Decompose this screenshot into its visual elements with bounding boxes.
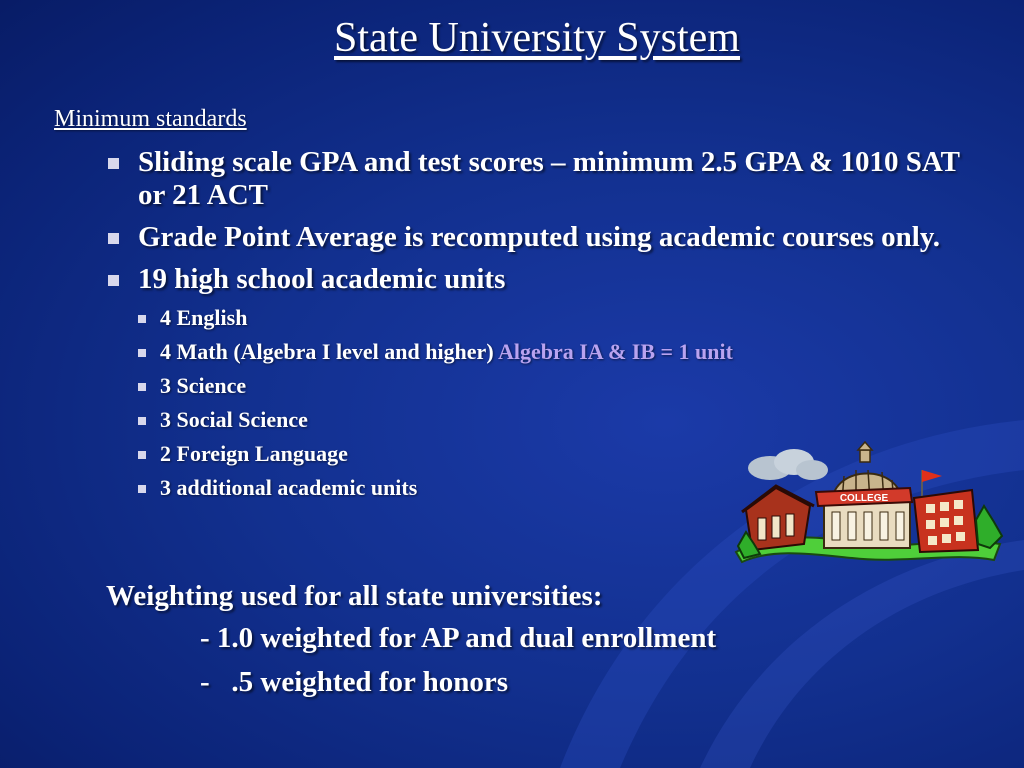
bullet-square-icon bbox=[138, 383, 146, 391]
bullet-square-icon bbox=[138, 451, 146, 459]
weighting-line-ap: - 1.0 weighted for AP and dual enrollment bbox=[200, 622, 717, 654]
sub-bullet-text: 2 Foreign Language bbox=[160, 441, 348, 466]
bullet-square-icon bbox=[138, 417, 146, 425]
slide-title: State University System bbox=[334, 15, 740, 61]
sub-bullet-math bbox=[138, 340, 966, 364]
bullet-text: Grade Point Average is recomputed using academic courses only. bbox=[138, 221, 941, 253]
bullet-gpa-recomputed bbox=[106, 221, 966, 254]
college-campus-icon bbox=[732, 440, 1004, 566]
bullet-square-icon bbox=[138, 485, 146, 493]
bullet-square-icon bbox=[108, 233, 119, 244]
sub-bullet-english bbox=[138, 306, 966, 330]
college-sign-text: COLLEGE bbox=[839, 493, 889, 504]
weighting-heading: Weighting used for all state universities: bbox=[106, 580, 603, 612]
weighting-line-honors: - .5 weighted for honors bbox=[200, 666, 508, 698]
sub-bullet-text: 4 Math (Algebra I level and higher) bbox=[160, 339, 494, 364]
sub-bullet-science bbox=[138, 374, 966, 398]
sub-bullet-text: 3 Science bbox=[160, 373, 247, 398]
bullet-square-icon bbox=[138, 315, 146, 323]
bullet-square-icon bbox=[138, 349, 146, 357]
bullet-text: Sliding scale GPA and test scores – minimum 2.5 GPA & 1010 SAT or 21 ACT bbox=[138, 146, 960, 211]
bullet-square-icon bbox=[108, 275, 119, 286]
section-heading: Minimum standards bbox=[54, 106, 247, 132]
algebra-note: Algebra IA & IB = 1 unit bbox=[497, 339, 733, 364]
sub-bullet-text: 4 English bbox=[160, 305, 248, 330]
sub-bullet-text: 3 Social Science bbox=[160, 407, 308, 432]
bullet-square-icon bbox=[108, 158, 119, 169]
bullet-gpa-test-scores bbox=[106, 146, 966, 212]
bullet-text: 19 high school academic units bbox=[138, 263, 506, 295]
sub-bullet-social-science bbox=[138, 408, 966, 432]
sub-bullet-text: 3 additional academic units bbox=[160, 475, 418, 500]
